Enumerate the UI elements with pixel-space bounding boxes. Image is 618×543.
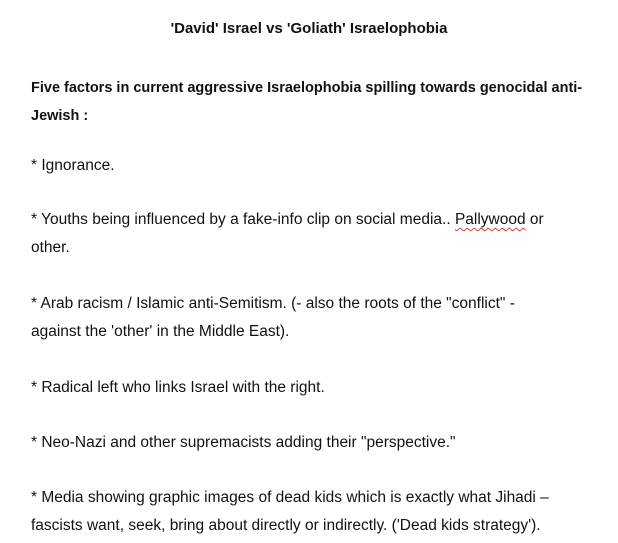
document-subtitle <box>31 74 601 130</box>
spellcheck-flagged-word: Pallywood <box>454 211 526 228</box>
subtitle-line-1: Five factors in current aggressive Israelophobia spilling towards genocidal anti- <box>31 80 583 96</box>
list-item-line: * Arab racism / Islamic anti-Semitism. (- also the roots of the "conflict" - <box>31 295 515 312</box>
list-item-line: against the 'other' in the Middle East). <box>31 323 290 340</box>
list-item-radical-left <box>31 374 601 402</box>
list-item-youths <box>31 206 601 262</box>
list-item-ignorance <box>31 152 601 180</box>
list-item-line: * Media showing graphic images of dead kids which is exactly what Jihadi – <box>31 489 549 506</box>
list-item-text: or <box>525 211 544 228</box>
list-item-line: * Ignorance. <box>31 157 115 174</box>
list-item-text: * Youths being influenced by a fake-info clip on social media.. <box>31 211 455 228</box>
list-item-arab-racism <box>31 290 601 346</box>
subtitle-line-2: Jewish : <box>31 108 89 124</box>
list-item-neo-nazi <box>31 429 601 457</box>
list-item-line: fascists want, seek, bring about directly or indirectly. ('Dead kids strategy'). <box>31 517 541 534</box>
document-title: 'David' Israel vs 'Goliath' Israelophobia <box>170 20 448 37</box>
list-item-line <box>31 206 601 234</box>
list-item-line: * Neo-Nazi and other supremacists adding their "perspective." <box>31 434 456 451</box>
list-item-line: other. <box>31 239 70 256</box>
list-item-line: * Radical left who links Israel with the right. <box>31 379 325 396</box>
list-item-media <box>31 484 601 540</box>
